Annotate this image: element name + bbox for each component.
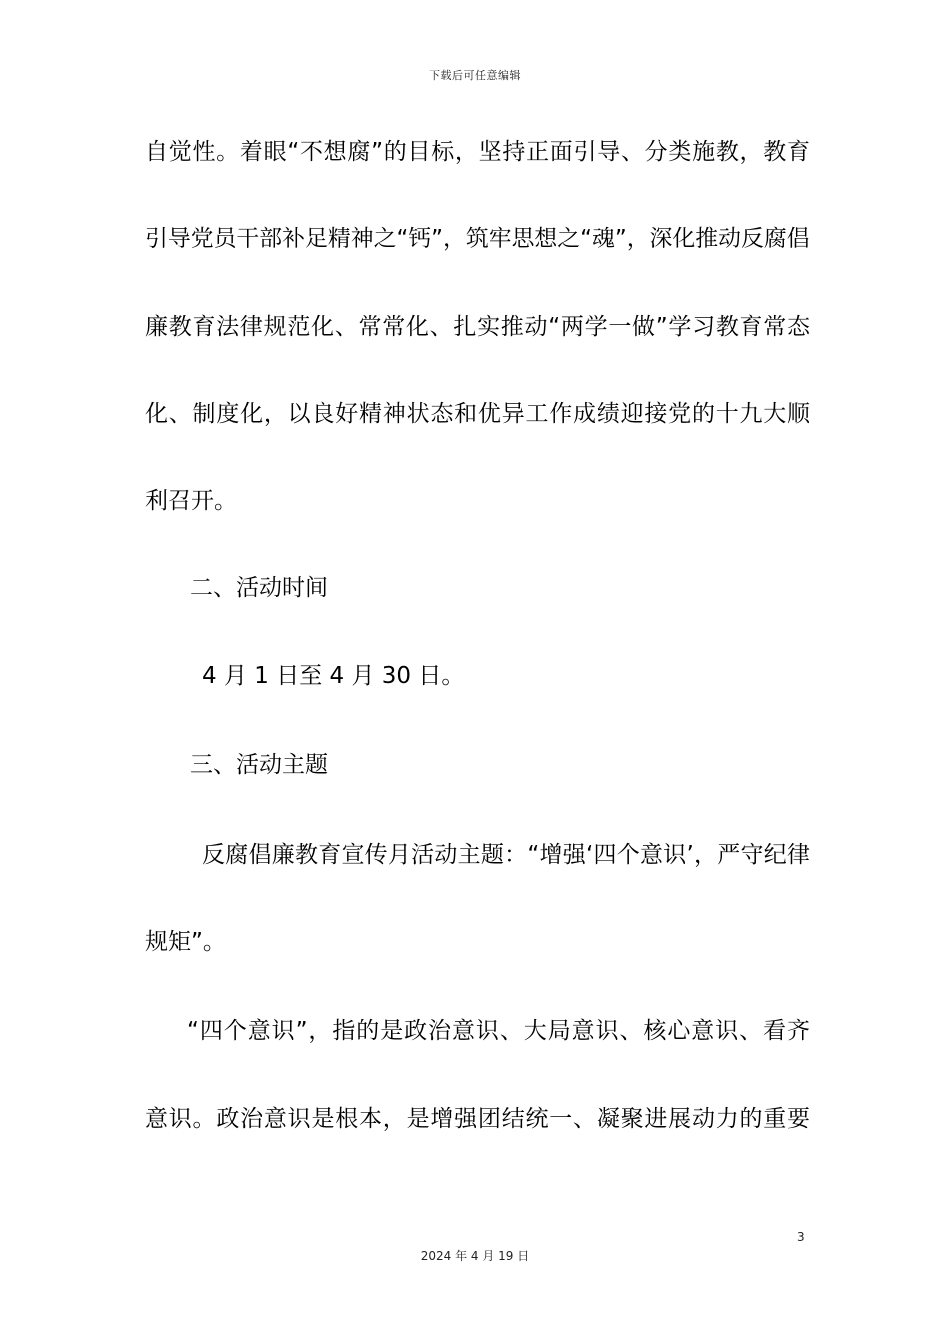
paragraph-line: 廉教育法律规范化、常常化、扎实推动“两学一做”学习教育常态 bbox=[145, 314, 811, 340]
paragraph-line: 引导党员干部补足精神之“钙”，筑牢思想之“魂”，深化推动反腐倡 bbox=[145, 226, 810, 252]
paragraph-line: 反腐倡廉教育宣传月活动主题：“增强‘四个意识’，严守纪律 bbox=[202, 842, 811, 868]
paragraph-line: 化、制度化，以良好精神状态和优异工作成绩迎接党的十九大顺 bbox=[145, 401, 811, 427]
page-header: 下载后可任意编辑 bbox=[429, 69, 521, 82]
page-number: 3 bbox=[797, 1230, 805, 1244]
paragraph-line: 4 月 1 日至 4 月 30 日。 bbox=[202, 663, 465, 689]
paragraph-line: 利召开。 bbox=[145, 488, 237, 514]
paragraph-line: 规矩”。 bbox=[145, 929, 226, 955]
section-heading: 二、活动时间 bbox=[190, 575, 328, 601]
section-heading: 三、活动主题 bbox=[190, 752, 328, 778]
paragraph-line: 意识。政治意识是根本，是增强团结统一、凝聚进展动力的重要 bbox=[145, 1106, 811, 1132]
paragraph-line: 自觉性。着眼“不想腐”的目标，坚持正面引导、分类施教，教育 bbox=[145, 139, 811, 165]
paragraph-line: “四个意识”，指的是政治意识、大局意识、核心意识、看齐 bbox=[187, 1018, 811, 1044]
footer-date: 2024 年 4 月 19 日 bbox=[420, 1249, 530, 1263]
